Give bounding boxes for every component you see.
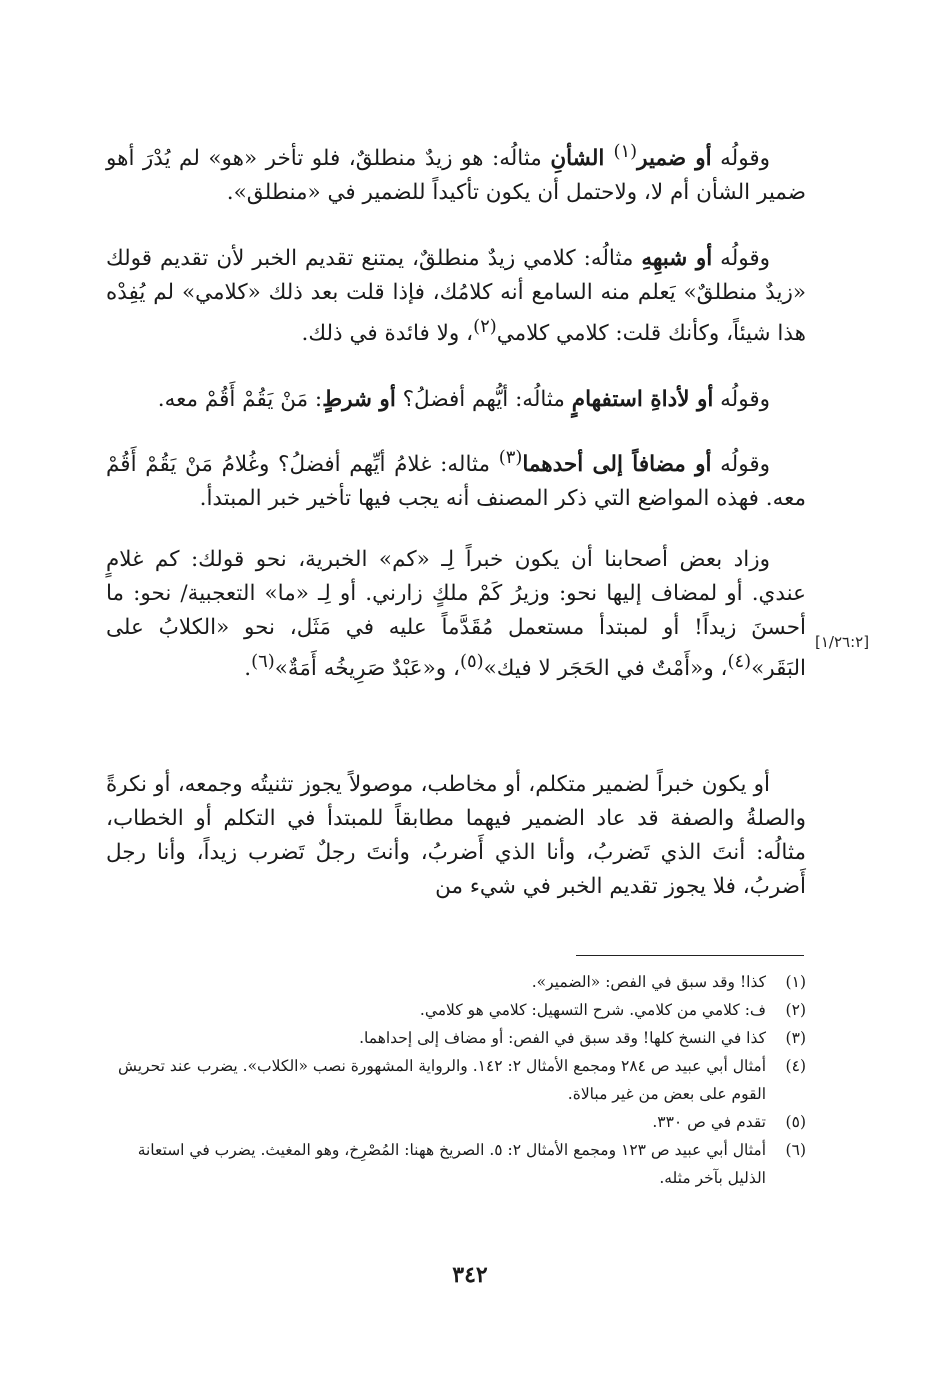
footnote-2 — [106, 996, 806, 1024]
footnote-number: (٢) — [785, 1001, 806, 1019]
marginal-reference: [١/٢٦:٢] — [815, 633, 870, 651]
p3-text-3: : مَنْ يَقُمْ أَقُمْ معه. — [157, 387, 323, 412]
p5-text-2: ، و«أَمْتٌ في الحَجَر لا فيك» — [483, 656, 728, 682]
p3-text-1: وقولُه — [713, 387, 770, 412]
footnote-text: تقدم في ص ٣٣٠. — [652, 1113, 766, 1131]
footnote-number: (٦) — [785, 1141, 806, 1159]
p3-bold-1: أو لأداةِ استفهامٍ — [571, 387, 714, 412]
footnote-1 — [106, 968, 806, 996]
paragraph-4 — [106, 441, 806, 516]
footnote-ref-3: (٣) — [498, 447, 523, 468]
footnotes — [106, 968, 806, 1192]
paragraph-2 — [106, 242, 806, 351]
p1-bold-2: الشأنِ — [550, 146, 614, 172]
p2-bold-1: أو شبهِهِ — [641, 246, 713, 271]
footnote-ref-4: (٤) — [727, 651, 752, 672]
footnote-6 — [106, 1136, 806, 1192]
p1-text-2: مثالُه: هو زيدٌ منطلقٌ، فلو تأخر «هو» لم يُدْرَ أهو ضمير الشأن أم لا، ولاحتمل أن يكون تأكيداً للضمير في «منطلق». — [106, 146, 806, 206]
footnote-number: (١) — [785, 973, 806, 991]
p4-text-1: وقولُه — [711, 452, 770, 478]
p2-text-3: ، ولا فائدة في ذلك. — [301, 321, 474, 347]
page-number: ٣٤٢ — [452, 1262, 488, 1288]
p3-text-2: مثالُه: أيُّهم أفضلُ؟ — [395, 387, 572, 412]
p2-text-1: وقولُه — [712, 246, 771, 271]
footnote-number: (٥) — [785, 1113, 806, 1131]
footnote-number: (٤) — [785, 1057, 806, 1075]
footnote-ref-2: (٢) — [473, 316, 497, 337]
p4-bold-1: أو مضافاً إلى أحدهما — [522, 452, 712, 478]
p1-text-1: وقولُه — [711, 146, 770, 172]
paragraph-1 — [106, 135, 806, 210]
footnote-text: أمثال أبي عبيد ص ١٢٣ ومجمع الأمثال ٢: ٥. الصريخ ههنا: المُصْرِخ، وهو المغيث. يضرب في استعانة الذليل بآخر مثله. — [137, 1141, 766, 1187]
paragraph-5 — [106, 543, 806, 686]
p5-text-1: وزاد بعض أصحابنا أن يكون خبراً لِـ «كم» الخبرية، نحو قولك: كم غلامٍ عندي. أو لمضاف إليها نحو: وزيرُ كَمْ ملكٍ زارني. أو لِـ «ما» التعجبية/ نحو: ما أحسنَ زيداً! أو لمبتدأ مستعمل مُقَدَّماً عليه في مَثَل، نحو «الكلابُ على البَقَر» — [106, 547, 806, 682]
p5-text-3: ، و«عَبْدٌ صَرِيخُه أَمَةٌ» — [274, 656, 460, 682]
footnote-ref-6: (٦) — [251, 651, 275, 672]
footnote-text: كذا! وقد سبق في الفص: «الضمير». — [531, 973, 766, 991]
p5-text-4: . — [244, 656, 252, 682]
p1-bold-1: أو ضمير — [637, 146, 712, 172]
footnote-separator — [576, 955, 804, 956]
paragraph-3 — [106, 383, 806, 417]
footnote-4 — [106, 1052, 806, 1108]
footnote-text: أمثال أبي عبيد ص ٢٨٤ ومجمع الأمثال ٢: ١٤٢. والرواية المشهورة نصب «الكلاب». يضرب عند تحريش القوم على بعض من غير مبالاة. — [117, 1057, 766, 1103]
p3-bold-2: أو شرطٍ — [322, 387, 396, 412]
footnote-5 — [106, 1108, 806, 1136]
footnote-text: كذا في النسخ كلها! وقد سبق في الفص: أو مضاف إلى إحداهما. — [359, 1029, 766, 1047]
p2-text-2: مثالُه: كلامي زيدٌ منطلقٌ، يمتنع تقديم الخبر لأن تقديم قولك «زيدٌ منطلقٌ» يَعلم منه السامع أنه كلامُك، فإذا قلت بعد ذلك «كلامي» لم يُفِدْه هذا شيئاً، وكأنك قلت: كلامي كلامي — [106, 246, 806, 347]
footnote-text: ف: كلامي من كلامي. شرح التسهيل: كلامي هو كلامي. — [419, 1001, 766, 1019]
p4-text-2: مثاله: غلامُ أيِّهم أفضلُ؟ وغُلامُ مَنْ يَقُمْ أَقُمْ معه. فهذه المواضع التي ذكر المصنف أنه يجب فيها تأخير خبر المبتدأ. — [106, 452, 806, 512]
paragraph-6: أو يكون خبراً لضمير متكلم، أو مخاطب، موصولاً يجوز تثنيتُه وجمعه، أو نكرةً والصلةُ والصفة قد عاد الضمير فيهما مطابقاً للمبتدأ في التكلم أو الخطاب، مثالُه: أنتَ الذي تَضربُ، وأنا الذي أَضربُ، وأنتَ رجلٌ تَضرب زيداً، وأنا رجل أَضربُ، فلا يجوز تقديم الخبر في شيء من — [106, 772, 806, 899]
footnote-ref-5: (٥) — [459, 651, 484, 672]
footnote-3 — [106, 1024, 806, 1052]
footnote-ref-1: (١) — [613, 141, 638, 162]
footnote-number: (٣) — [785, 1029, 806, 1047]
